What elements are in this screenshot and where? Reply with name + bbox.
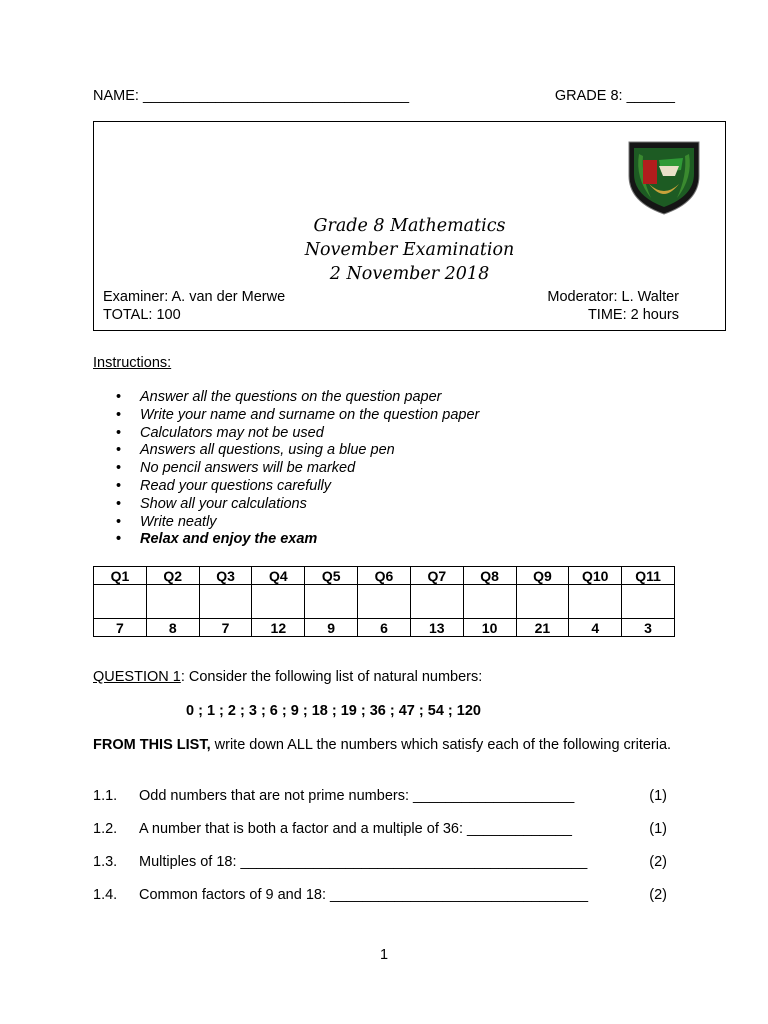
- title-line-exam: November Examination: [304, 240, 515, 260]
- subquestion-marks: (1): [649, 821, 667, 837]
- subquestion-row: [93, 854, 675, 872]
- from-this-list: FROM THIS LIST,: [93, 737, 211, 753]
- subquestion-number: 1.4.: [93, 887, 118, 903]
- subquestion-number: 1.3.: [93, 854, 118, 870]
- marks-header-row: [94, 567, 675, 585]
- score-cell[interactable]: [305, 585, 358, 619]
- instruction-item: • Write your name and surname on the question paper: [113, 407, 479, 425]
- subquestion-text[interactable]: Odd numbers that are not prime numbers: ____________________: [139, 788, 575, 804]
- score-cell[interactable]: [410, 585, 463, 619]
- title-line-subject: Grade 8 Mathematics: [313, 216, 506, 236]
- subquestion-number: 1.1.: [93, 788, 118, 804]
- score-cell[interactable]: [622, 585, 675, 619]
- total-label: TOTAL: 100: [103, 307, 181, 323]
- instruction-item: • No pencil answers will be marked: [113, 460, 479, 478]
- subquestion-text[interactable]: A number that is both a factor and a multiple of 36: _____________: [139, 821, 572, 837]
- total-cell: 10: [463, 619, 516, 637]
- instruction-item: • Answers all questions, using a blue pen: [113, 442, 479, 460]
- subquestion-text[interactable]: Multiples of 18: ___________________________________________: [139, 854, 588, 870]
- total-cell: 12: [252, 619, 305, 637]
- subquestion-row: [93, 821, 675, 839]
- header-line: [93, 88, 675, 106]
- total-cell: 8: [146, 619, 199, 637]
- examiner-label: Examiner: A. van der Merwe: [103, 289, 286, 305]
- instruction-item: • Calculators may not be used: [113, 425, 479, 443]
- question-header: Q7: [410, 567, 463, 585]
- marks-table: [93, 566, 675, 637]
- subquestion-number: 1.2.: [93, 821, 118, 837]
- score-cell[interactable]: [358, 585, 411, 619]
- question-header: Q3: [199, 567, 252, 585]
- question-1-label: QUESTION 1: [93, 669, 181, 685]
- title-box: [93, 121, 726, 331]
- total-cell: 7: [199, 619, 252, 637]
- school-crest-icon: [621, 136, 707, 216]
- marks-total-row: [94, 619, 675, 637]
- criteria-instruction: [93, 737, 693, 754]
- subquestion-marks: (2): [649, 854, 667, 870]
- question-header: Q5: [305, 567, 358, 585]
- total-cell: 4: [569, 619, 622, 637]
- question-header: Q6: [358, 567, 411, 585]
- instruction-item: • Write neatly: [113, 514, 479, 532]
- number-list: 0 ; 1 ; 2 ; 3 ; 6 ; 9 ; 18 ; 19 ; 36 ; 47 ; 54 ; 120: [186, 703, 481, 719]
- score-cell[interactable]: [146, 585, 199, 619]
- meta-right: [547, 288, 679, 324]
- subquestion-marks: (2): [649, 887, 667, 903]
- score-cell[interactable]: [94, 585, 147, 619]
- question-header: Q11: [622, 567, 675, 585]
- instruction-item: • Read your questions carefully: [113, 478, 479, 496]
- page-number: 1: [379, 947, 389, 963]
- name-field[interactable]: NAME: _________________________________: [93, 88, 410, 104]
- instructions-list: [113, 389, 479, 549]
- exam-title: [94, 214, 725, 286]
- score-cell[interactable]: [252, 585, 305, 619]
- subquestion-row: [93, 788, 675, 806]
- question-1-heading: [93, 669, 482, 685]
- score-cell[interactable]: [569, 585, 622, 619]
- total-cell: 21: [516, 619, 569, 637]
- marks-score-row: [94, 585, 675, 619]
- total-cell: 9: [305, 619, 358, 637]
- subquestion-marks: (1): [649, 788, 667, 804]
- score-cell[interactable]: [199, 585, 252, 619]
- subquestion-row: [93, 887, 675, 905]
- instruction-item: • Show all your calculations: [113, 496, 479, 514]
- criteria-text: write down ALL the numbers which satisfy each of the following criteria.: [210, 737, 672, 753]
- time-label: TIME: 2 hours: [587, 307, 679, 323]
- grade-field[interactable]: GRADE 8: ______: [554, 88, 675, 104]
- meta-left: [103, 288, 285, 324]
- score-cell[interactable]: [463, 585, 516, 619]
- total-cell: 3: [622, 619, 675, 637]
- subquestion-text[interactable]: Common factors of 9 and 18: ________________________________: [139, 887, 589, 903]
- question-header: Q8: [463, 567, 516, 585]
- question-header: Q1: [94, 567, 147, 585]
- title-line-date: 2 November 2018: [329, 264, 490, 284]
- instructions-heading: Instructions:: [93, 355, 172, 371]
- instruction-item: • Answer all the questions on the question paper: [113, 389, 479, 407]
- total-cell: 13: [410, 619, 463, 637]
- total-cell: 7: [94, 619, 147, 637]
- score-cell[interactable]: [516, 585, 569, 619]
- question-header: Q10: [569, 567, 622, 585]
- question-header: Q4: [252, 567, 305, 585]
- question-header: Q9: [516, 567, 569, 585]
- moderator-label: Moderator: L. Walter: [547, 289, 679, 305]
- question-1-intro: : Consider the following list of natural numbers:: [180, 669, 483, 685]
- instruction-item: • Relax and enjoy the exam: [113, 531, 479, 549]
- question-header: Q2: [146, 567, 199, 585]
- total-cell: 6: [358, 619, 411, 637]
